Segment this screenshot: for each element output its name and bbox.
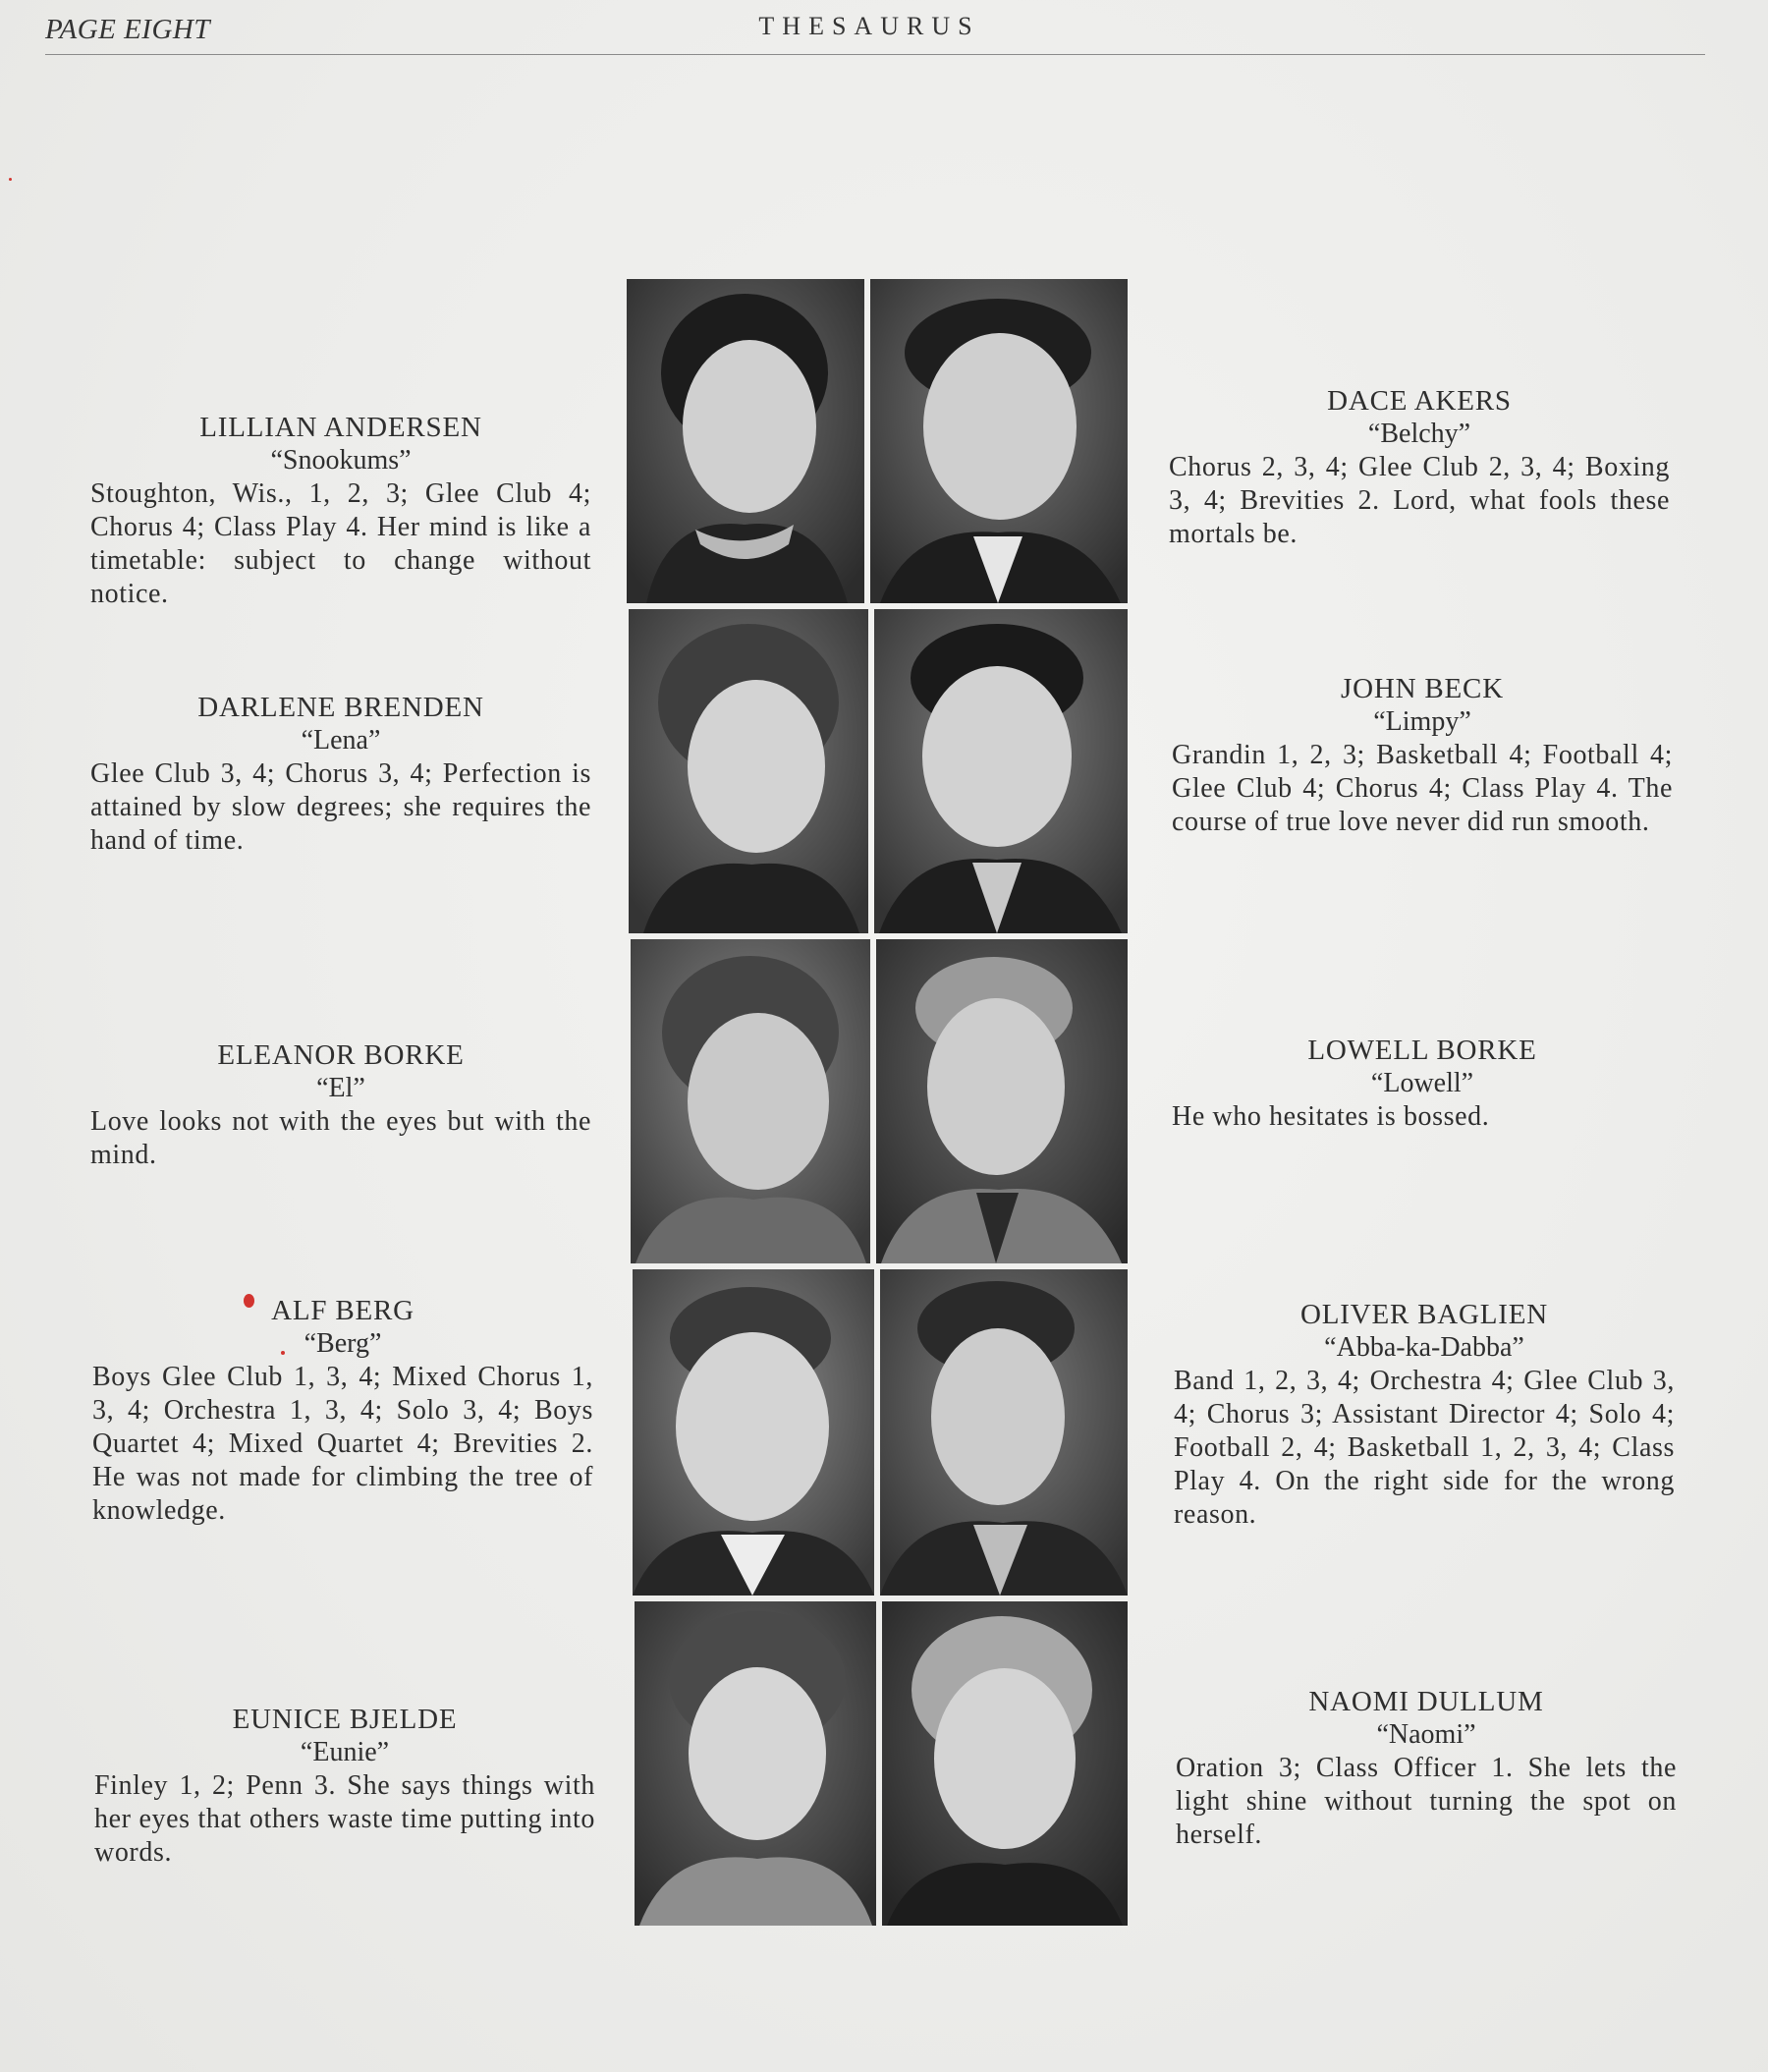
student-nickname: “El” <box>316 1073 365 1103</box>
student-name: ELEANOR BORKE <box>217 1039 465 1071</box>
student-description: Boys Glee Club 1, 3, 4; Mixed Chorus 1, 3, 4; Orchestra 1, 3, 4; Solo 3, 4; Boys Quartet 4; Mixed Quartet 4; Brevities 2. He was not made for climbing the tree of knowledge. <box>92 1362 593 1526</box>
bio-naomi-dullum <box>1176 1685 1677 1852</box>
publication-title: THESAURUS <box>758 12 980 40</box>
ink-speck <box>9 178 12 181</box>
student-name: DACE AKERS <box>1327 385 1512 417</box>
student-description: Oration 3; Class Officer 1. She lets the light shine without turning the spot on herself. <box>1176 1753 1677 1850</box>
student-description: Band 1, 2, 3, 4; Orchestra 4; Glee Club 3, 4; Chorus 3; Assistant Director 4; Solo 4; Football 2, 4; Basketball 1, 2, 3, 4; Class Play 4. On the right side for the wrong reason. <box>1174 1366 1675 1530</box>
portrait-lillian-andersen <box>627 279 864 603</box>
ink-speck <box>244 1294 254 1308</box>
bio-john-beck <box>1172 672 1673 839</box>
portrait-naomi-dullum <box>882 1601 1128 1926</box>
portrait-eunice-bjelde <box>635 1601 876 1926</box>
bio-alf-berg <box>92 1294 593 1528</box>
student-description: Grandin 1, 2, 3; Basketball 4; Football 4; Glee Club 4; Chorus 4; Class Play 4. The course of true love never did run smooth. <box>1172 740 1673 837</box>
portrait-alf-berg <box>633 1269 874 1596</box>
portrait-oliver-baglien <box>880 1269 1128 1596</box>
portrait-eleanor-borke <box>631 939 870 1263</box>
bio-lillian-andersen <box>90 411 591 611</box>
bio-eleanor-borke <box>90 1038 591 1172</box>
student-name: JOHN BECK <box>1341 673 1504 704</box>
bio-darlene-brenden <box>90 691 591 858</box>
student-description: Glee Club 3, 4; Chorus 3, 4; Perfection is attained by slow degrees; she requires the hand of time. <box>90 758 591 856</box>
student-nickname: “Lowell” <box>1370 1068 1474 1098</box>
student-description: Stoughton, Wis., 1, 2, 3; Glee Club 4; Chorus 4; Class Play 4. Her mind is like a timetable: subject to change without notice. <box>90 478 591 609</box>
portrait-strip <box>625 279 1132 1926</box>
student-nickname: “Snookums” <box>270 445 412 476</box>
student-name: DARLENE BRENDEN <box>197 692 484 723</box>
bio-lowell-borke <box>1172 1034 1673 1134</box>
student-nickname: “Abba-ka-Dabba” <box>1324 1332 1524 1363</box>
student-name: LOWELL BORKE <box>1307 1035 1537 1066</box>
student-name: LILLIAN ANDERSEN <box>199 412 482 443</box>
student-description: Finley 1, 2; Penn 3. She says things with her eyes that others waste time putting into words. <box>94 1770 595 1868</box>
student-description: Love looks not with the eyes but with the mind. <box>90 1106 591 1170</box>
student-name: ALF BERG <box>271 1295 414 1326</box>
student-description: Chorus 2, 3, 4; Glee Club 2, 3, 4; Boxing 3, 4; Brevities 2. Lord, what fools these mortals be. <box>1169 452 1670 549</box>
bio-oliver-baglien <box>1174 1298 1675 1532</box>
student-name: NAOMI DULLUM <box>1308 1686 1544 1717</box>
bio-dace-akers <box>1169 384 1670 551</box>
portrait-dace-akers <box>870 279 1128 603</box>
student-description: He who hesitates is bossed. <box>1172 1101 1490 1132</box>
bio-eunice-bjelde <box>94 1703 595 1870</box>
student-nickname: “Eunie” <box>300 1737 390 1767</box>
student-name: OLIVER BAGLIEN <box>1299 1299 1549 1330</box>
portrait-john-beck <box>874 609 1128 933</box>
student-nickname: “Lena” <box>301 725 381 756</box>
portrait-darlene-brenden <box>629 609 868 933</box>
page-number: PAGE EIGHT <box>45 14 210 45</box>
student-name: EUNICE BJELDE <box>232 1704 458 1735</box>
portrait-lowell-borke <box>876 939 1128 1263</box>
header-rule <box>45 54 1705 55</box>
student-nickname: “Berg” <box>304 1328 382 1359</box>
student-nickname: “Naomi” <box>1376 1719 1476 1750</box>
ink-speck <box>281 1351 285 1355</box>
student-nickname: “Belchy” <box>1367 419 1471 449</box>
student-nickname: “Limpy” <box>1373 706 1471 737</box>
